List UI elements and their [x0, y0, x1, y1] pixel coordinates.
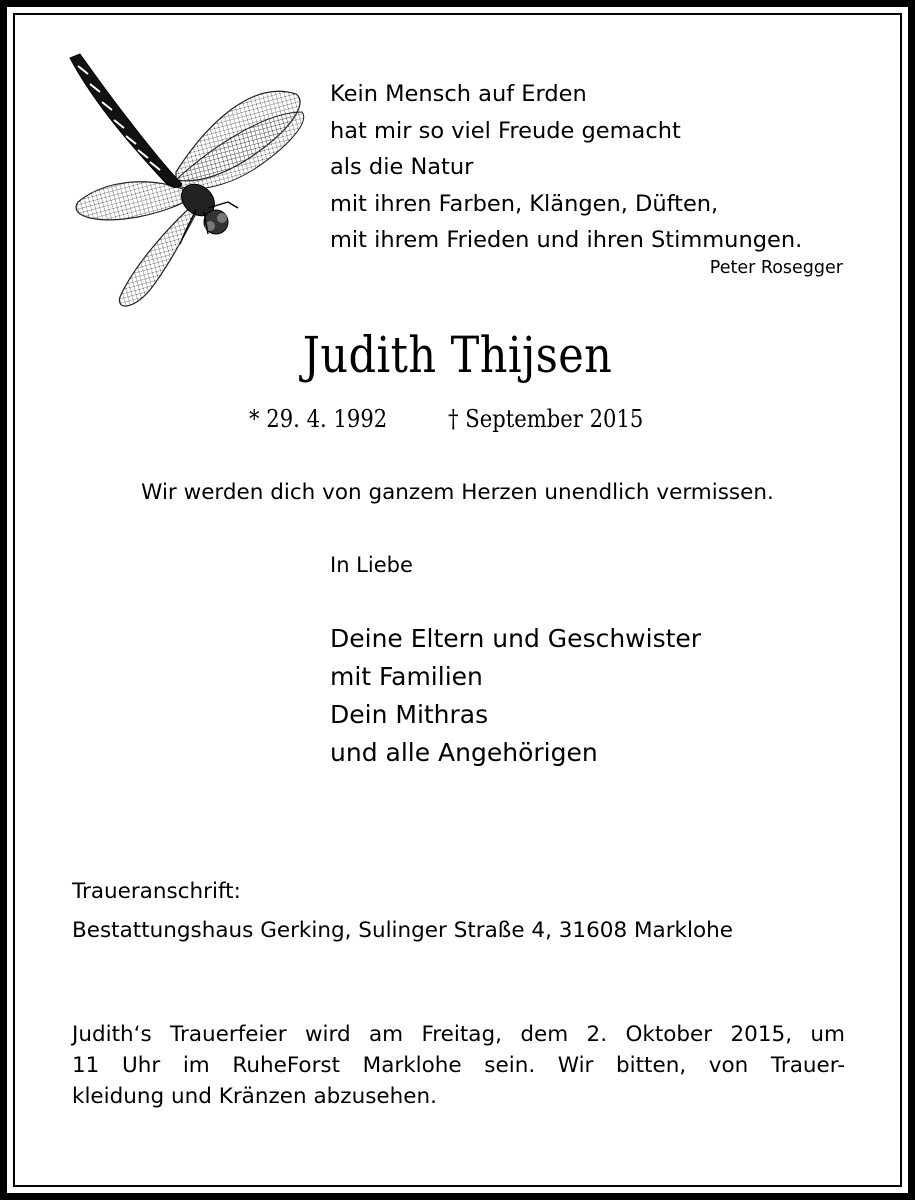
farewell-message: Wir werden dich von ganzem Herzen unendlich vermissen. — [141, 480, 774, 505]
birth-date: * 29. 4. 1992 — [249, 405, 388, 433]
poem-author: Peter Rosegger — [709, 258, 843, 278]
mourning-address: Bestattungshaus Gerking, Sulinger Straße 4, 31608 Marklohe — [72, 918, 733, 943]
ceremony-line: Judith‘s Trauerfeier wird am Freitag, dem 2. Oktober 2015, um — [72, 1022, 845, 1047]
poem-line: hat mir so viel Freude gemacht — [330, 117, 681, 144]
deceased-name: Judith Thijsen — [302, 326, 613, 384]
ceremony-line: kleidung und Kränzen abzusehen. — [72, 1084, 437, 1109]
poem-line: mit ihren Farben, Klängen, Düften, — [330, 190, 719, 217]
ceremony-line: 11 Uhr im RuheForst Marklohe sein. Wir bitten, von Trauer- — [72, 1053, 845, 1078]
poem — [330, 76, 802, 259]
family-line: Dein Mithras — [330, 700, 489, 729]
poem-line: mit ihrem Frieden und ihren Stimmungen. — [330, 227, 803, 253]
poem-line: Kein Mensch auf Erden — [330, 81, 587, 107]
address-label: Traueranschrift: — [72, 879, 241, 904]
family-signatures — [330, 620, 701, 772]
family-line: mit Familien — [330, 662, 483, 691]
poem-line: als die Natur — [330, 154, 474, 180]
ceremony-notice — [72, 1019, 845, 1112]
family-line: und alle Angehörigen — [330, 738, 598, 767]
family-line: Deine Eltern und Geschwister — [330, 624, 702, 653]
death-date: † September 2015 — [448, 405, 644, 433]
closing-phrase: In Liebe — [330, 553, 413, 577]
dragonfly-icon — [58, 52, 318, 320]
